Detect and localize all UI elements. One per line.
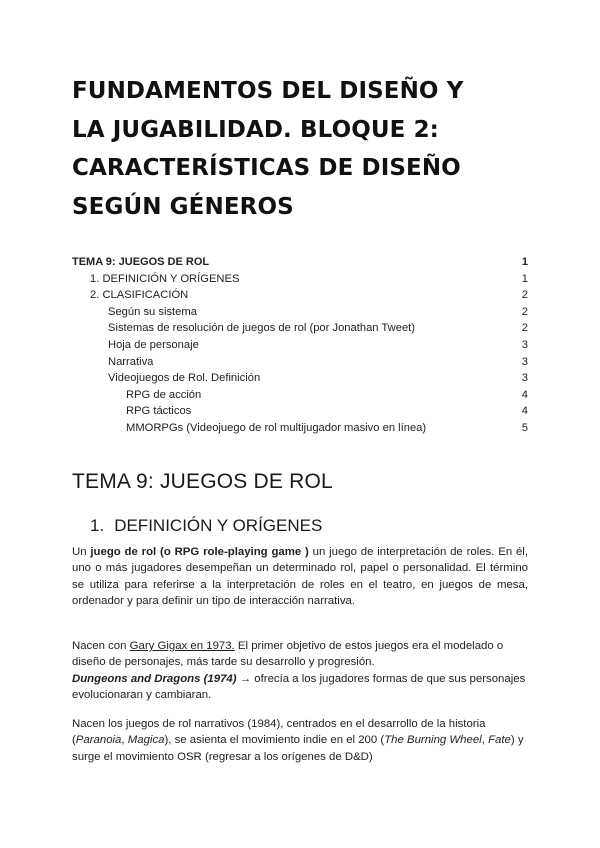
toc-page-number: 5 [521, 421, 528, 434]
section-heading: TEMA 9: JUEGOS DE ROL [72, 470, 333, 493]
toc-label: 2. CLASIFICACIÓN [90, 289, 189, 302]
italic-title: Fate [488, 734, 511, 747]
toc-entry[interactable] [72, 356, 528, 373]
bold-term: juego de rol (o RPG role-playing game ) [90, 546, 309, 558]
toc-label: Narrativa [108, 355, 154, 368]
italic-title: Magica [127, 734, 165, 747]
toc-label: Videojuegos de Rol. Definición [108, 372, 261, 385]
toc-page-number: 3 [521, 338, 528, 351]
toc-label: Sistemas de resolución de juegos de rol (por Jonathan Tweet) [108, 322, 416, 335]
toc-page-number: 1 [521, 256, 528, 268]
toc-page-number: 3 [521, 355, 528, 368]
text-run: , [481, 734, 489, 747]
bold-italic-title: Dungeons and Dragons (1974) [72, 672, 237, 685]
toc-entry[interactable] [72, 322, 528, 339]
subsection-number: 1. [90, 516, 105, 535]
italic-title: The Burning Wheel [384, 734, 482, 747]
text-run: Un [72, 546, 91, 558]
paragraph-origins [72, 638, 528, 703]
toc-entry[interactable] [72, 339, 528, 356]
toc-page-number: 4 [521, 388, 528, 401]
toc-entry[interactable] [72, 389, 528, 406]
text-run: Nacen con [72, 640, 130, 652]
text-run: Nacen los juegos de rol narrativos (1984), centrados en el desarrollo de la historia ( [72, 718, 486, 747]
toc-entry[interactable] [72, 289, 528, 306]
toc-page-number: 2 [521, 305, 528, 318]
text-run: , [121, 734, 128, 747]
toc-entry[interactable] [72, 256, 528, 273]
toc-page-number: 2 [521, 289, 528, 302]
text-run: → ofrecía a los jugadores formas de que sus personajes evolucionaran y cambiaran. [72, 672, 526, 701]
subsection-title: DEFINICIÓN Y ORÍGENES [114, 516, 323, 535]
title-line: LA JUGABILIDAD. BLOQUE 2: [72, 116, 439, 143]
document-title [72, 72, 542, 226]
title-line: SEGÚN GÉNEROS [72, 193, 294, 220]
toc-label: TEMA 9: JUEGOS DE ROL [72, 256, 210, 268]
toc-page-number: 2 [521, 322, 528, 335]
toc-page-number: 1 [521, 272, 528, 285]
underlined-text: Gary Gigax en 1973. [129, 640, 235, 652]
toc-entry[interactable] [72, 422, 528, 439]
text-run: ), se asienta el movimiento indie en el 200 ( [164, 734, 385, 747]
text-run: El primer objetivo de estos juegos era el modelado o diseño de personajes, más tarde su desarrollo y progresión. [72, 640, 504, 669]
table-of-contents [72, 256, 528, 439]
toc-label: 1. DEFINICIÓN Y ORÍGENES [90, 272, 240, 285]
toc-entry[interactable] [72, 273, 528, 290]
title-line: FUNDAMENTOS DEL DISEÑO Y [72, 78, 464, 104]
toc-label: MMORPGs (Videojuego de rol multijugador masivo en línea) [126, 421, 427, 434]
toc-entry[interactable] [72, 306, 528, 323]
toc-label: Según su sistema [108, 305, 197, 318]
toc-entry[interactable] [72, 372, 528, 389]
toc-label: RPG de acción [126, 388, 202, 401]
subsection-heading [90, 516, 322, 536]
text-run: un juego de interpretación de roles. En él, uno o más jugadores desempeñan un determinado rol, papel o personalidad. El término se utiliza para referirse a la interpretación de roles en el teatro, en juegos de mesa, ordenador y para definir un tipo de interacción narrativa. [72, 546, 528, 607]
title-line: CARACTERÍSTICAS DE DISEÑO [72, 155, 461, 181]
toc-page-number: 3 [521, 372, 528, 385]
toc-label: Hoja de personaje [108, 338, 199, 351]
paragraph-narrative [72, 716, 528, 765]
toc-label: RPG tácticos [126, 405, 192, 418]
italic-title: Paranoia [75, 734, 122, 747]
toc-entry[interactable] [72, 405, 528, 422]
toc-page-number: 4 [521, 405, 528, 418]
text-run: ) y surge el movimiento OSR (regresar a los orígenes de D&D) [72, 734, 524, 763]
paragraph-definition [72, 544, 528, 609]
